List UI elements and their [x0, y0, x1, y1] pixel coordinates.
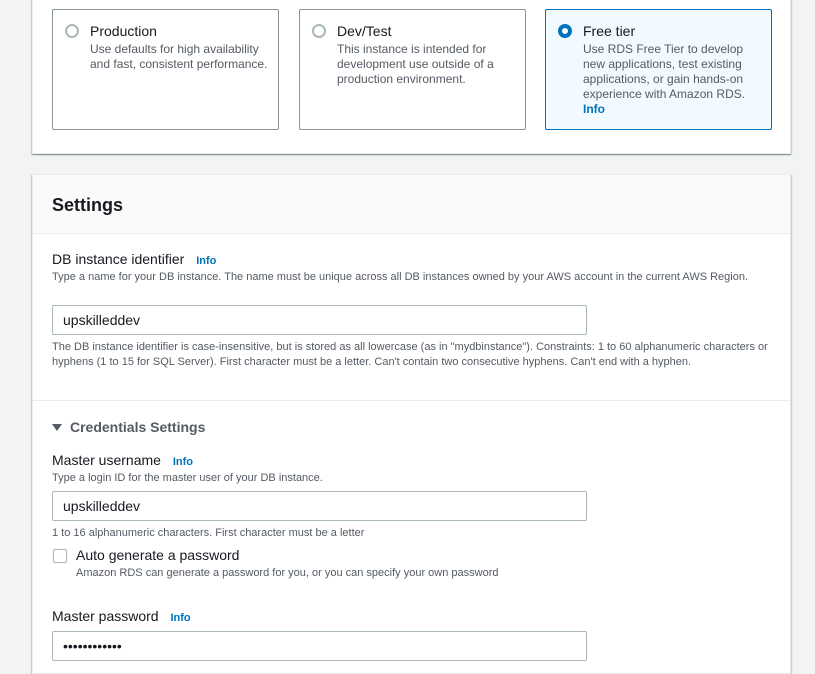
db-identifier-input[interactable] — [52, 305, 587, 335]
option-free-tier-title: Free tier — [583, 23, 636, 39]
free-tier-description-text: Use RDS Free Tier to develop new applications, test existing applications, or gain hands-on experience with Amazon RDS. — [583, 42, 746, 101]
credentials-settings-toggle[interactable] — [52, 419, 205, 435]
settings-panel — [32, 174, 791, 674]
master-password-label — [52, 608, 191, 624]
settings-title: Settings — [52, 195, 124, 215]
free-tier-radio[interactable] — [558, 24, 572, 38]
auto-generate-password-description: Amazon RDS can generate a password for you, or you can specify your own password — [76, 567, 499, 579]
option-production[interactable] — [52, 9, 279, 130]
master-username-input[interactable] — [52, 491, 587, 521]
db-identifier-description: Type a name for your DB instance. The name must be unique across all DB instances owned by your AWS account in the current AWS Region. — [52, 271, 749, 283]
master-password-label-text: Master password — [52, 608, 159, 624]
settings-header — [33, 175, 790, 234]
master-username-info-link[interactable]: Info — [172, 456, 193, 468]
option-devtest-title: Dev/Test — [337, 23, 392, 39]
master-password-info-link[interactable]: Info — [170, 612, 191, 624]
db-identifier-label-text: DB instance identifier — [52, 251, 185, 267]
option-free-tier[interactable] — [545, 9, 772, 130]
option-devtest-description: This instance is intended for development use outside of a production environment. — [337, 42, 494, 86]
auto-generate-password-checkbox[interactable] — [53, 549, 67, 563]
option-free-tier-description — [583, 42, 761, 117]
free-tier-info-link[interactable]: Info — [583, 102, 605, 116]
option-production-title: Production — [90, 23, 157, 39]
production-radio[interactable] — [65, 24, 79, 38]
master-password-input[interactable] — [52, 631, 587, 661]
credentials-settings-label: Credentials Settings — [70, 419, 206, 435]
master-username-constraint: 1 to 16 alphanumeric characters. First character must be a letter — [52, 527, 365, 539]
caret-down-icon — [52, 424, 62, 431]
option-devtest[interactable] — [299, 9, 526, 130]
db-identifier-info-link[interactable]: Info — [196, 255, 217, 267]
db-identifier-constraint: The DB instance identifier is case-insensitive, but is stored as all lowercase (as in "mydbinstance"). Constraints: 1 to 60 alphanumeric characters or hyphens (1 to 15 for SQL Server). First character must be a letter. Can't contain two consecutive hyphens. Can't end with a hyphen. — [52, 341, 768, 368]
devtest-radio[interactable] — [312, 24, 326, 38]
master-username-label — [52, 452, 193, 468]
db-identifier-label — [52, 251, 216, 267]
section-divider — [33, 400, 790, 401]
auto-generate-password-label[interactable]: Auto generate a password — [76, 547, 240, 563]
master-username-label-text: Master username — [52, 452, 161, 468]
master-username-description: Type a login ID for the master user of your DB instance. — [52, 472, 323, 484]
deployment-options-panel — [32, 0, 791, 154]
option-production-description: Use defaults for high availability and fast, consistent performance. — [90, 42, 268, 71]
